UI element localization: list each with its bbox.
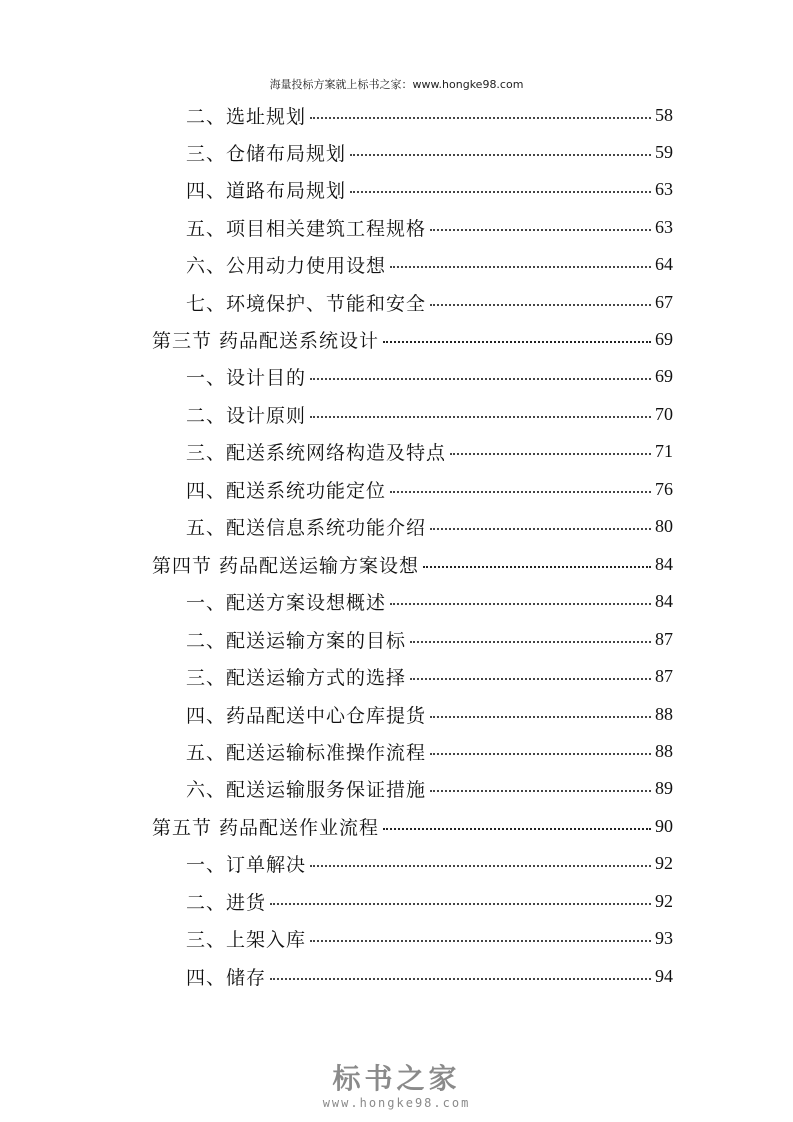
toc-entry-title: 四、配送系统功能定位 [186, 479, 387, 502]
toc-entry-page: 94 [655, 965, 673, 986]
toc-entry[interactable] [186, 287, 673, 317]
toc-entry-page: 89 [655, 777, 673, 798]
toc-entry-page: 71 [655, 440, 673, 461]
toc-leader-dots [270, 903, 651, 905]
toc-leader-dots [270, 978, 651, 980]
toc-entry-title: 二、配送运输方案的目标 [186, 629, 407, 652]
toc-entry[interactable] [186, 249, 673, 279]
toc-entry-page: 69 [655, 365, 673, 386]
toc-entry-title: 二、设计原则 [186, 404, 307, 427]
toc-leader-dots [310, 117, 651, 119]
toc-entry[interactable] [186, 174, 673, 204]
toc-leader-dots [310, 940, 651, 942]
toc-leader-dots [310, 378, 651, 380]
toc-entry-title: 二、进货 [186, 891, 267, 914]
toc-entry[interactable] [186, 212, 673, 242]
toc-entry-page: 92 [655, 852, 673, 873]
toc-entry-page: 87 [655, 665, 673, 686]
toc-entry-page: 63 [655, 178, 673, 199]
toc-entry-page: 58 [655, 104, 673, 125]
toc-entry-page: 63 [655, 216, 673, 237]
toc-entry-title: 三、配送运输方式的选择 [186, 666, 407, 689]
toc-entry[interactable] [186, 474, 673, 504]
toc-leader-dots [430, 753, 651, 755]
toc-entry-page: 69 [655, 328, 673, 349]
toc-entry-title: 三、配送系统网络构造及特点 [186, 441, 447, 464]
logo-title: 标书之家 [332, 1062, 461, 1095]
toc-leader-dots [410, 678, 651, 680]
toc-entry-page: 90 [655, 815, 673, 836]
toc-entry-page: 88 [655, 740, 673, 761]
toc-entry[interactable] [186, 399, 673, 429]
toc-entry-title: 四、储存 [186, 966, 267, 989]
toc-entry[interactable] [186, 961, 673, 991]
toc-section-title: 第四节 药品配送运输方案设想 [152, 554, 420, 577]
toc-entry-page: 84 [655, 553, 673, 574]
page-header: 海量投标方案就上标书之家：www.hongke98.com [269, 78, 524, 91]
toc-entry[interactable] [186, 848, 673, 878]
toc-entry[interactable] [186, 661, 673, 691]
toc-leader-dots [450, 453, 651, 455]
toc-leader-dots [383, 828, 651, 830]
toc-entry-title: 五、配送信息系统功能介绍 [186, 516, 427, 539]
toc-leader-dots [423, 566, 651, 568]
toc-entry-title: 五、项目相关建筑工程规格 [186, 217, 427, 240]
toc-leader-dots [383, 341, 651, 343]
toc-entry[interactable] [186, 736, 673, 766]
toc-entry[interactable] [186, 624, 673, 654]
footer-logo [0, 1063, 793, 1111]
toc-leader-dots [410, 641, 651, 643]
toc-entry-title: 四、药品配送中心仓库提货 [186, 704, 427, 727]
toc-entry-page: 67 [655, 291, 673, 312]
toc-entry[interactable] [186, 100, 673, 130]
toc-leader-dots [430, 528, 651, 530]
toc-section-title: 第三节 药品配送系统设计 [152, 329, 380, 352]
toc-entry-title: 一、配送方案设想概述 [186, 591, 387, 614]
toc-section-entry[interactable] [152, 324, 673, 354]
toc-entry-title: 二、选址规划 [186, 105, 307, 128]
toc-entry[interactable] [186, 699, 673, 729]
toc-leader-dots [430, 790, 651, 792]
toc-entry-page: 92 [655, 890, 673, 911]
toc-entry-page: 84 [655, 590, 673, 611]
toc-entry[interactable] [186, 886, 673, 916]
toc-entry[interactable] [186, 586, 673, 616]
toc-section-title: 第五节 药品配送作业流程 [152, 816, 380, 839]
toc-entry-title: 六、公用动力使用设想 [186, 254, 387, 277]
toc-entry-page: 70 [655, 403, 673, 424]
toc-entry-page: 88 [655, 703, 673, 724]
toc-entry-title: 三、上架入库 [186, 928, 307, 951]
toc-leader-dots [390, 603, 651, 605]
toc-entry[interactable] [186, 773, 673, 803]
toc-entry-page: 80 [655, 515, 673, 536]
toc-entry-page: 64 [655, 253, 673, 274]
toc-leader-dots [430, 229, 651, 231]
toc-entry-page: 87 [655, 628, 673, 649]
toc-leader-dots [430, 304, 651, 306]
toc-entry[interactable] [186, 361, 673, 391]
toc-entry[interactable] [186, 137, 673, 167]
toc-section-entry[interactable] [152, 549, 673, 579]
toc-leader-dots [390, 491, 651, 493]
toc-leader-dots [430, 716, 651, 718]
toc-entry-title: 一、设计目的 [186, 366, 307, 389]
toc-entry-title: 七、环境保护、节能和安全 [186, 292, 427, 315]
toc-section-entry[interactable] [152, 811, 673, 841]
toc-leader-dots [350, 191, 651, 193]
toc-entry-title: 五、配送运输标准操作流程 [186, 741, 427, 764]
toc-entry-title: 一、订单解决 [186, 853, 307, 876]
toc-entry-page: 93 [655, 927, 673, 948]
toc-entry-page: 76 [655, 478, 673, 499]
toc-entry-title: 四、道路布局规划 [186, 179, 347, 202]
toc-entry[interactable] [186, 511, 673, 541]
toc-leader-dots [350, 154, 651, 156]
toc-leader-dots [310, 865, 651, 867]
toc-leader-dots [310, 416, 651, 418]
toc-leader-dots [390, 266, 651, 268]
toc-entry[interactable] [186, 436, 673, 466]
toc-entry-title: 三、仓储布局规划 [186, 142, 347, 165]
toc-entry-title: 六、配送运输服务保证措施 [186, 778, 427, 801]
toc-entry[interactable] [186, 923, 673, 953]
toc-entry-page: 59 [655, 141, 673, 162]
logo-url: www.hongke98.com [322, 1096, 471, 1110]
